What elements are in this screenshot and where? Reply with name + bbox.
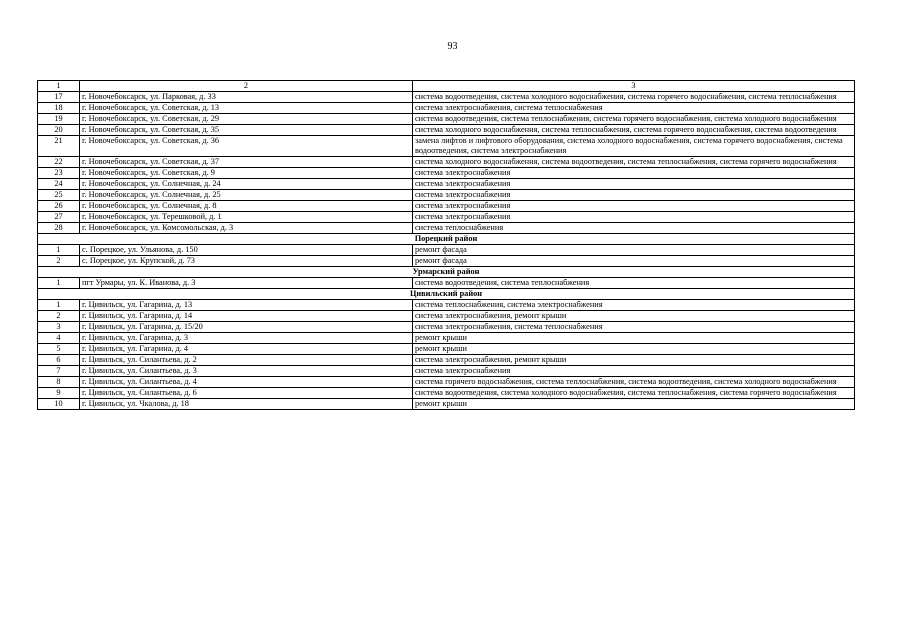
address: г. Новочебоксарск, ул. Советская, д. 29 bbox=[80, 114, 413, 125]
work-type: система электроснабжения bbox=[413, 366, 855, 377]
address: г. Новочебоксарск, ул. Советская, д. 13 bbox=[80, 103, 413, 114]
section-title: Цивильский район bbox=[38, 289, 855, 300]
work-type: система холодного водоснабжения, система теплоснабжения, система горячего водоснабжения, система водоотведения bbox=[413, 125, 855, 136]
work-type: ремонт крыши bbox=[413, 399, 855, 410]
work-type: система электроснабжения bbox=[413, 179, 855, 190]
address: г. Цивильск, ул. Силантьева, д. 2 bbox=[80, 355, 413, 366]
address: с. Порецкое, ул. Ульянова, д. 150 bbox=[80, 245, 413, 256]
row-number: 7 bbox=[38, 366, 80, 377]
row-number: 25 bbox=[38, 190, 80, 201]
section-header-row bbox=[38, 234, 855, 245]
table-row bbox=[38, 179, 855, 190]
work-type: система электроснабжения bbox=[413, 168, 855, 179]
address: г. Новочебоксарск, ул. Солнечная, д. 25 bbox=[80, 190, 413, 201]
row-number: 24 bbox=[38, 179, 80, 190]
row-number: 23 bbox=[38, 168, 80, 179]
table-row bbox=[38, 125, 855, 136]
address: г. Новочебоксарск, ул. Терешковой, д. 1 bbox=[80, 212, 413, 223]
address: г. Цивильск, ул. Гагарина, д. 14 bbox=[80, 311, 413, 322]
table-row bbox=[38, 388, 855, 399]
row-number: 2 bbox=[38, 256, 80, 267]
table-row bbox=[38, 399, 855, 410]
row-number: 21 bbox=[38, 136, 80, 157]
address: г. Новочебоксарск, ул. Советская, д. 36 bbox=[80, 136, 413, 157]
work-type: замена лифтов и лифтового оборудования, система холодного водоснабжения, система горячего водоснабжения, система водоотведения, система электроснабжения bbox=[413, 136, 855, 157]
section-header-row bbox=[38, 267, 855, 278]
work-type: система электроснабжения, система теплоснабжения bbox=[413, 103, 855, 114]
row-number: 28 bbox=[38, 223, 80, 234]
row-number: 1 bbox=[38, 300, 80, 311]
table-row bbox=[38, 223, 855, 234]
row-number: 27 bbox=[38, 212, 80, 223]
address: г. Новочебоксарск, ул. Парковая, д. 33 bbox=[80, 92, 413, 103]
row-number: 19 bbox=[38, 114, 80, 125]
row-number: 3 bbox=[38, 322, 80, 333]
address: г. Новочебоксарск, ул. Солнечная, д. 24 bbox=[80, 179, 413, 190]
table-row bbox=[38, 136, 855, 157]
table-row bbox=[38, 311, 855, 322]
table-row bbox=[38, 333, 855, 344]
address: пгт Урмары, ул. К. Иванова, д. 3 bbox=[80, 278, 413, 289]
section-header-row bbox=[38, 289, 855, 300]
table-row bbox=[38, 114, 855, 125]
table-row bbox=[38, 256, 855, 267]
table-row bbox=[38, 300, 855, 311]
address: г. Цивильск, ул. Гагарина, д. 15/20 bbox=[80, 322, 413, 333]
table-row bbox=[38, 157, 855, 168]
table-row bbox=[38, 245, 855, 256]
column-number-3: 3 bbox=[413, 81, 855, 92]
table-row bbox=[38, 377, 855, 388]
work-type: система электроснабжения bbox=[413, 212, 855, 223]
work-type: система водоотведения, система холодного водоснабжения, система горячего водоснабжения, система теплоснабжения bbox=[413, 92, 855, 103]
work-type: система теплоснабжения bbox=[413, 223, 855, 234]
table-row bbox=[38, 344, 855, 355]
table-row bbox=[38, 212, 855, 223]
section-title: Порецкий район bbox=[38, 234, 855, 245]
address: г. Цивильск, ул. Гагарина, д. 3 bbox=[80, 333, 413, 344]
table-row bbox=[38, 366, 855, 377]
row-number: 9 bbox=[38, 388, 80, 399]
work-type: система горячего водоснабжения, система теплоснабжения, система водоотведения, система холодного водоснабжения bbox=[413, 377, 855, 388]
row-number: 1 bbox=[38, 278, 80, 289]
work-type: ремонт фасада bbox=[413, 256, 855, 267]
address: г. Цивильск, ул. Гагарина, д. 13 bbox=[80, 300, 413, 311]
row-number: 8 bbox=[38, 377, 80, 388]
work-type: ремонт фасада bbox=[413, 245, 855, 256]
page-number: 93 bbox=[447, 41, 458, 52]
address: г. Новочебоксарск, ул. Солнечная, д. 8 bbox=[80, 201, 413, 212]
address: г. Цивильск, ул. Чкалова, д. 18 bbox=[80, 399, 413, 410]
table-row bbox=[38, 190, 855, 201]
work-type: система водоотведения, система теплоснабжения, система горячего водоснабжения, система холодного водоснабжения bbox=[413, 114, 855, 125]
address: г. Новочебоксарск, ул. Советская, д. 37 bbox=[80, 157, 413, 168]
table-row bbox=[38, 278, 855, 289]
table-row bbox=[38, 103, 855, 114]
section-title: Урмарский район bbox=[38, 267, 855, 278]
address: г. Новочебоксарск, ул. Советская, д. 35 bbox=[80, 125, 413, 136]
column-number-2: 2 bbox=[80, 81, 413, 92]
table-row bbox=[38, 92, 855, 103]
table-row bbox=[38, 168, 855, 179]
work-type: система теплоснабжения, система электроснабжения bbox=[413, 300, 855, 311]
repair-table bbox=[37, 80, 855, 410]
row-number: 10 bbox=[38, 399, 80, 410]
work-type: система электроснабжения, ремонт крыши bbox=[413, 311, 855, 322]
work-type: система водоотведения, система теплоснабжения bbox=[413, 278, 855, 289]
row-number: 2 bbox=[38, 311, 80, 322]
work-type: система электроснабжения, ремонт крыши bbox=[413, 355, 855, 366]
work-type: система электроснабжения, система теплоснабжения bbox=[413, 322, 855, 333]
work-type: система электроснабжения bbox=[413, 201, 855, 212]
address: г. Цивильск, ул. Гагарина, д. 4 bbox=[80, 344, 413, 355]
row-number: 22 bbox=[38, 157, 80, 168]
row-number: 4 bbox=[38, 333, 80, 344]
table-row bbox=[38, 355, 855, 366]
row-number: 5 bbox=[38, 344, 80, 355]
work-type: система водоотведения, система холодного водоснабжения, система теплоснабжения, система горячего водоснабжения bbox=[413, 388, 855, 399]
row-number: 18 bbox=[38, 103, 80, 114]
work-type: система электроснабжения bbox=[413, 190, 855, 201]
table-body bbox=[38, 81, 855, 410]
address: г. Цивильск, ул. Силантьева, д. 4 bbox=[80, 377, 413, 388]
row-number: 17 bbox=[38, 92, 80, 103]
work-type: система холодного водоснабжения, система водоотведения, система теплоснабжения, система горячего водоснабжения bbox=[413, 157, 855, 168]
address: г. Цивильск, ул. Силантьева, д. 3 bbox=[80, 366, 413, 377]
table-row bbox=[38, 322, 855, 333]
row-number: 26 bbox=[38, 201, 80, 212]
table-row bbox=[38, 201, 855, 212]
work-type: ремонт крыши bbox=[413, 333, 855, 344]
row-number: 20 bbox=[38, 125, 80, 136]
column-number-1: 1 bbox=[38, 81, 80, 92]
column-number-row bbox=[38, 81, 855, 92]
address: г. Цивильск, ул. Силантьева, д. 6 bbox=[80, 388, 413, 399]
row-number: 6 bbox=[38, 355, 80, 366]
address: г. Новочебоксарск, ул. Комсомольская, д. 3 bbox=[80, 223, 413, 234]
row-number: 1 bbox=[38, 245, 80, 256]
address: с. Порецкое, ул. Крупской, д. 73 bbox=[80, 256, 413, 267]
work-type: ремонт крыши bbox=[413, 344, 855, 355]
address: г. Новочебоксарск, ул. Советская, д. 9 bbox=[80, 168, 413, 179]
